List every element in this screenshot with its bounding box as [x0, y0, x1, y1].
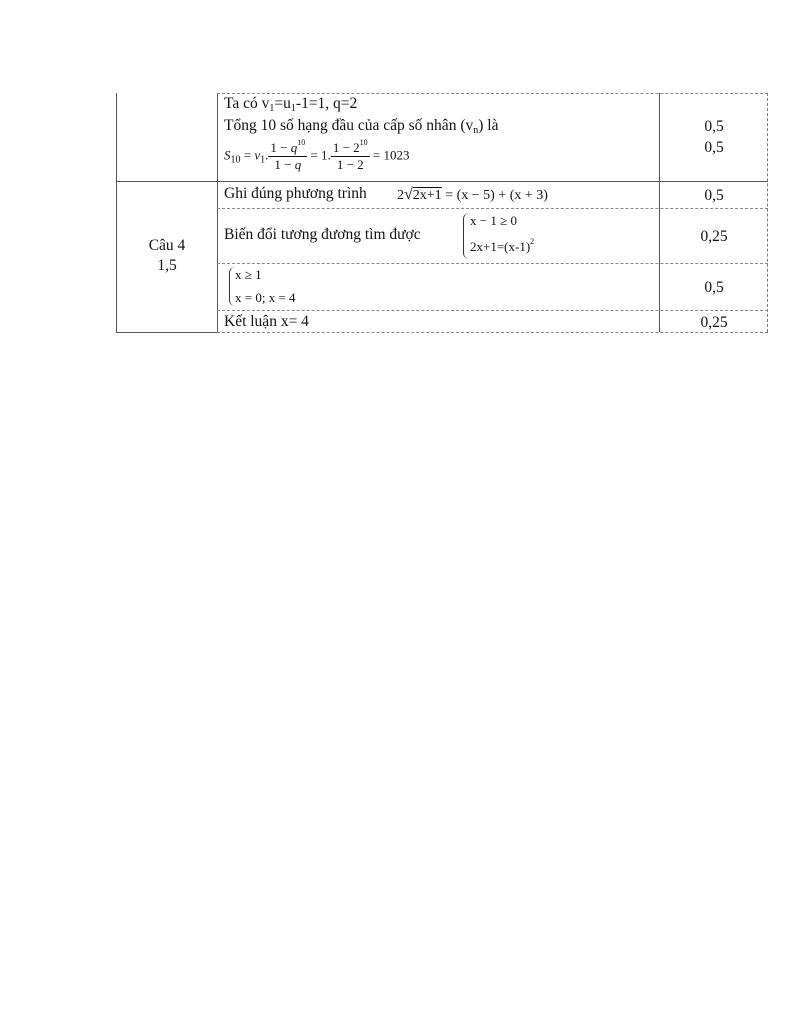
table-border-left	[116, 93, 117, 332]
row3-text: Biến đổi tương đương tìm được	[224, 226, 421, 243]
row1-score1: 0,5	[704, 118, 724, 135]
row2-text: Ghi đúng phương trình	[224, 185, 367, 202]
system-brace-1	[463, 213, 469, 259]
row3-system-line2: $2x+1=(x-1)^2$	[470, 237, 535, 254]
table-border-top	[217, 93, 768, 94]
table-border-bottom	[217, 332, 768, 333]
table-row-divider-4	[217, 310, 768, 311]
table-bottom-left	[116, 332, 217, 333]
row1-line2: Tổng 10 số hạng đầu của cấp số nhân $(v_n)$ là	[224, 117, 499, 136]
row1-formula: $S_{10} = v_1$. $\frac{1 - q^{10}}{1 - q}$ = 1. $\frac{1 - 2^{10}}{1 - 2}$ = 1023	[224, 138, 410, 172]
row1-line1: Ta có $v_1=u_1-1=1$, q=2	[224, 95, 358, 114]
row4-score: 0,5	[704, 279, 724, 296]
row3-score: 0,25	[700, 228, 728, 245]
row4-system-line2: x = 0; x = 4	[235, 290, 296, 305]
row1-score2: 0,5	[704, 139, 724, 156]
row2-score: 0,5	[704, 187, 724, 204]
question-points: 1,5	[157, 257, 177, 274]
fraction-2: $\frac{1 - 2^{10}}{1 - 2}$	[332, 138, 368, 172]
row5-text: Kết luận x= 4	[224, 313, 309, 330]
row4-system-line1: x ≥ 1	[235, 267, 262, 282]
row3-system-line1: x − 1 ≥ 0	[470, 213, 517, 228]
table-row-divider-1	[116, 181, 768, 182]
table-col-divider-1	[217, 93, 218, 332]
question-label: Câu 4	[148, 237, 186, 254]
row5-score: 0,25	[700, 314, 728, 331]
fraction-q: $\frac{1 - q^{10}}{1 - q}$	[270, 138, 306, 172]
table-row-divider-2	[217, 208, 768, 209]
table-row-divider-3	[217, 263, 768, 264]
row2-equation: 2√2x+1 = (x − 5) + (x + 3)	[397, 186, 548, 203]
